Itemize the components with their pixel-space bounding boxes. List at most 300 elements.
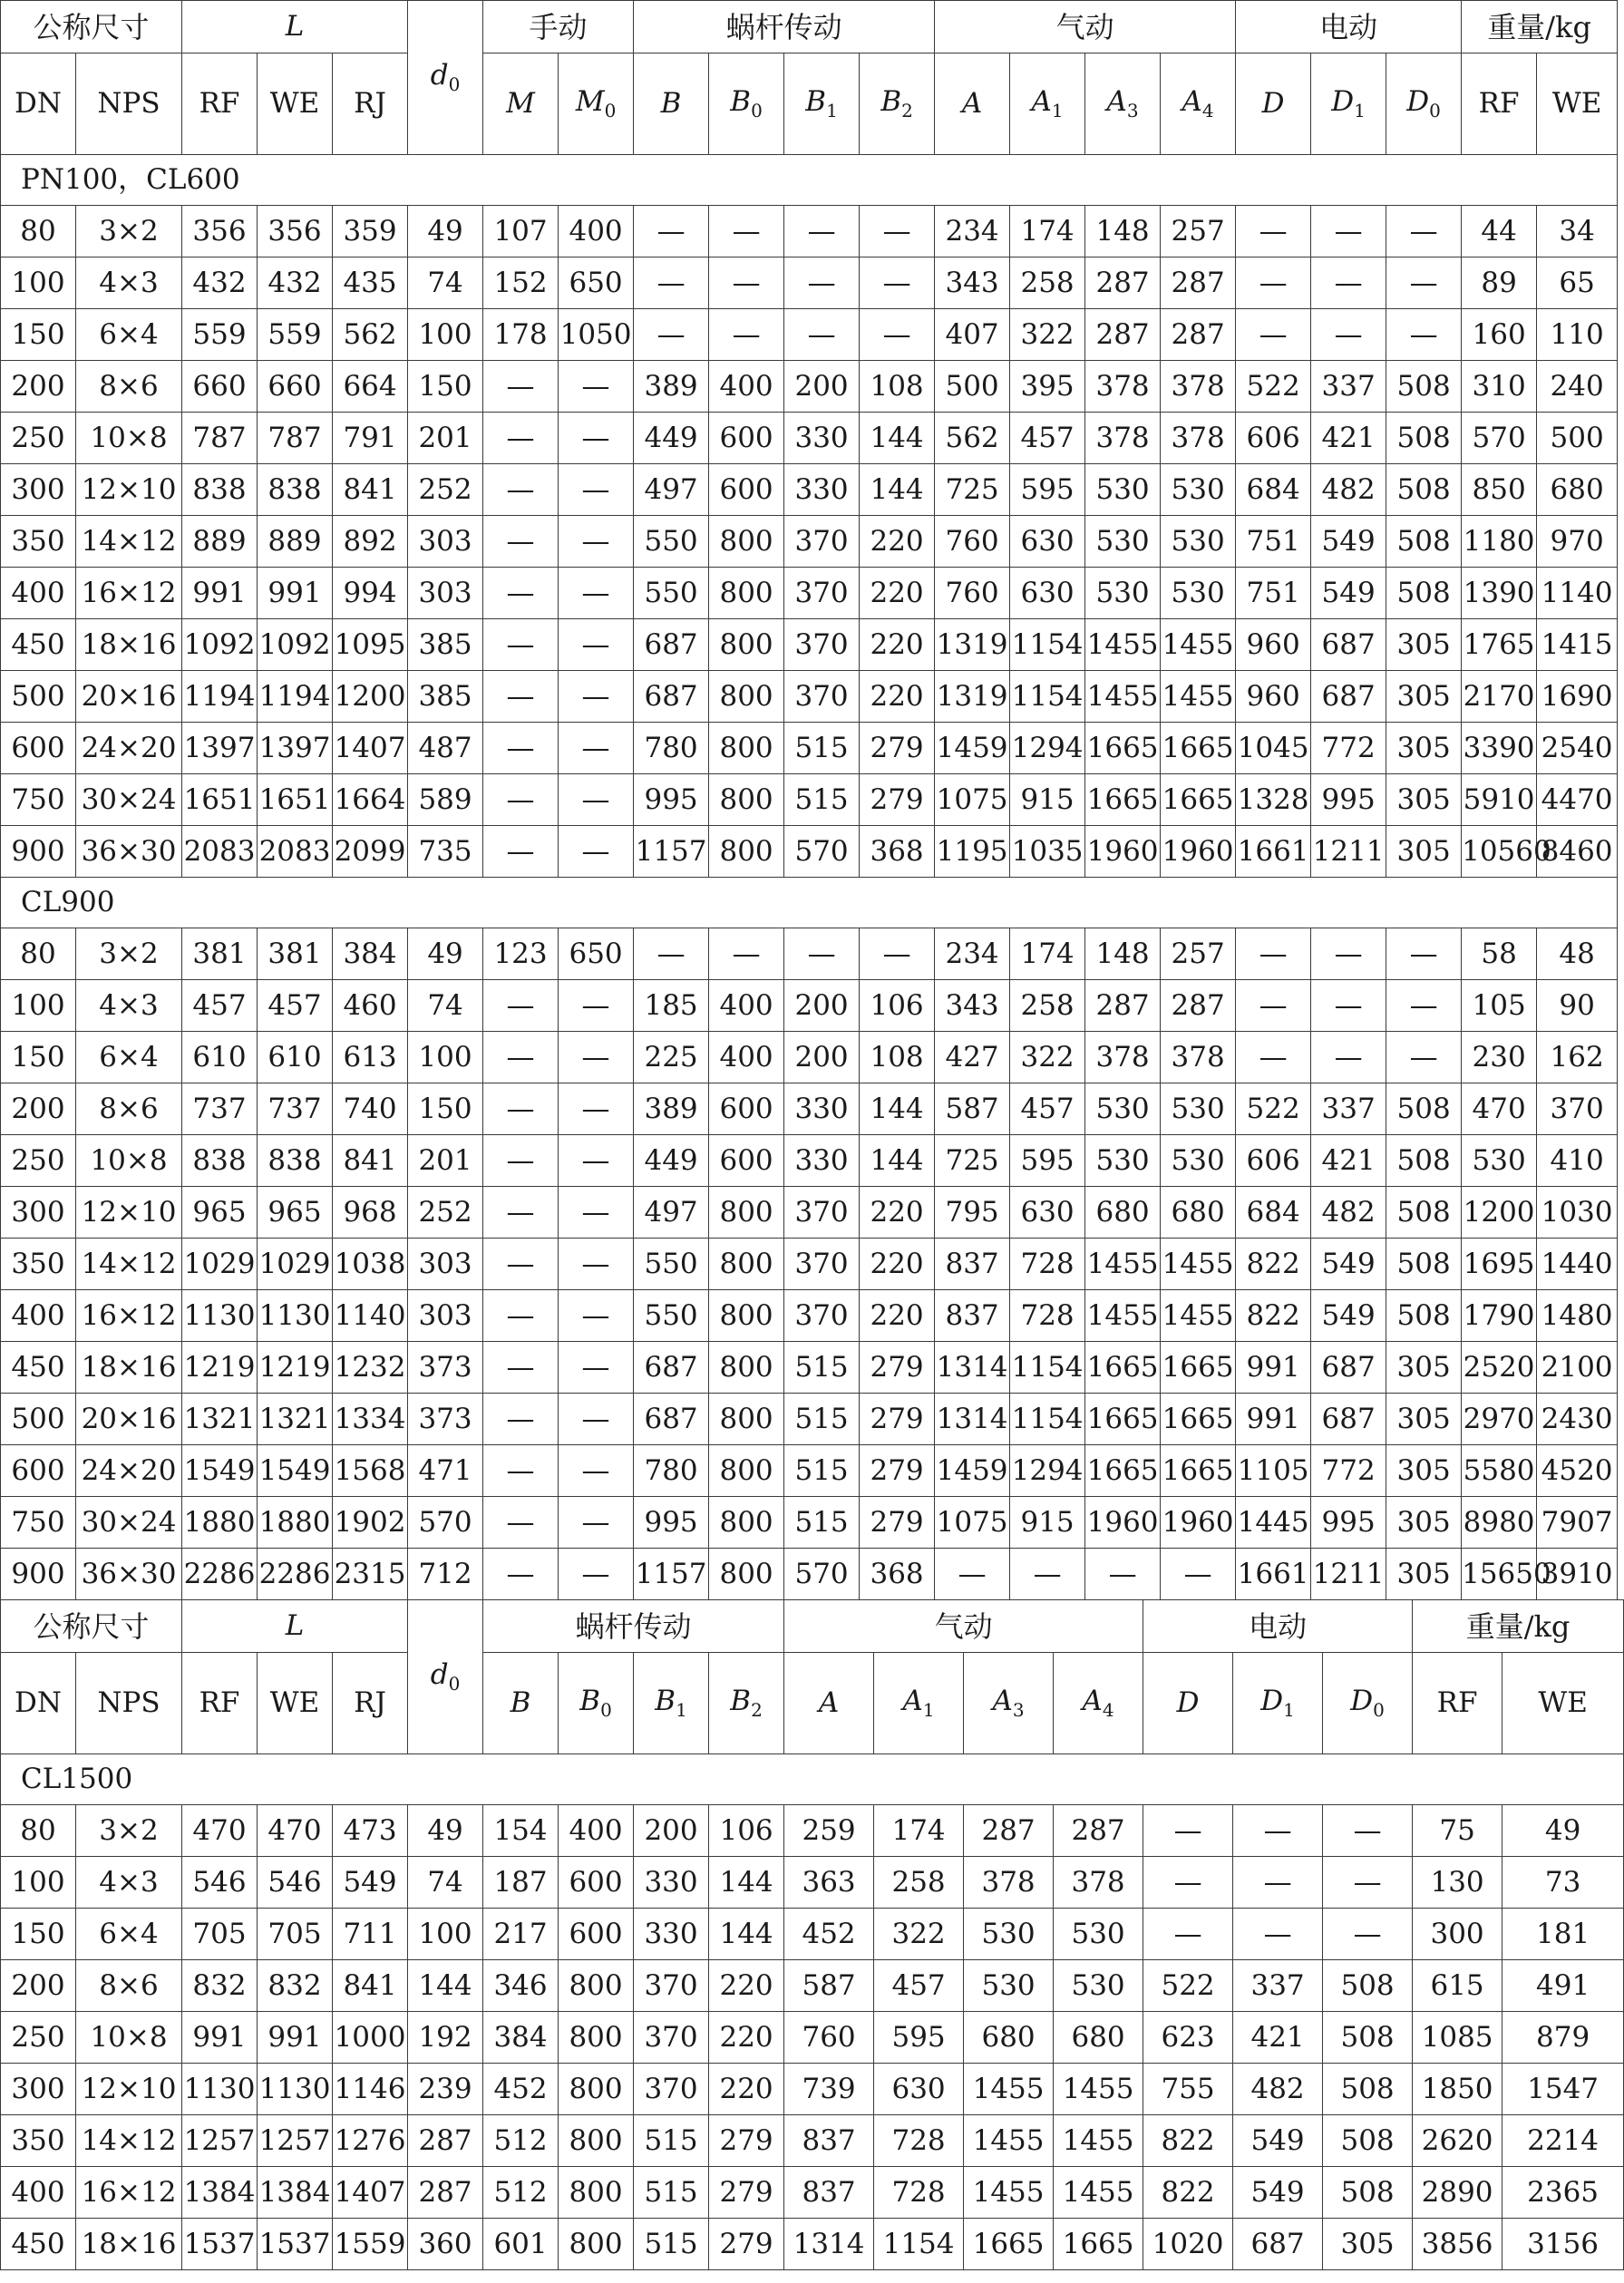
table-cell: 595 [874, 2012, 964, 2064]
table-cell: 220 [709, 2012, 784, 2064]
table-cell: 705 [258, 1909, 333, 1960]
table-cell: 800 [709, 619, 784, 671]
table-cell: — [483, 619, 559, 671]
table-cell: 1384 [258, 2167, 333, 2219]
table-cell: 287 [1161, 257, 1236, 309]
table-cell: 10×8 [76, 413, 182, 464]
table-cell: 449 [634, 413, 709, 464]
table-cell: 106 [709, 1805, 784, 1857]
table-cell: 279 [860, 1497, 935, 1549]
table-cell: 1020 [1143, 2219, 1233, 2270]
table-cell: 508 [1386, 568, 1462, 619]
column-header: $M_0$ [559, 53, 634, 155]
table-cell: 991 [1236, 1342, 1311, 1394]
table-cell: 200 [1, 1960, 76, 2012]
table-cell: 150 [1, 1909, 76, 1960]
table-cell: — [483, 1083, 559, 1135]
table-cell: 16×12 [76, 1290, 182, 1342]
table-cell: 595 [1010, 464, 1085, 516]
table-cell: 1537 [258, 2219, 333, 2270]
table-cell: 150 [408, 361, 483, 413]
table-cell: 1130 [258, 1290, 333, 1342]
table-cell: 1665 [1085, 774, 1161, 826]
table-cell: 800 [709, 1445, 784, 1497]
table-cell: 530 [1161, 1083, 1236, 1135]
table-cell: — [483, 1290, 559, 1342]
table-cell: 20×16 [76, 1394, 182, 1445]
table-cell: 356 [258, 206, 333, 257]
table-cell: 1092 [182, 619, 258, 671]
table-row [1, 2219, 1624, 2270]
table-cell: 508 [1386, 1083, 1462, 1135]
column-header: $B_0$ [709, 53, 784, 155]
table-cell: 80 [1, 206, 76, 257]
column-header: $D_0$ [1323, 1653, 1413, 1754]
table-cell: 330 [634, 1857, 709, 1909]
table-cell: 6×4 [76, 309, 182, 361]
table-cell: 1549 [182, 1445, 258, 1497]
table-cell: 5910 [1462, 774, 1537, 826]
table-cell: 1140 [333, 1290, 408, 1342]
table-cell: 800 [709, 516, 784, 568]
table-cell: 1200 [1462, 1187, 1537, 1239]
table-cell: 1157 [634, 826, 709, 878]
table-cell: 530 [964, 1960, 1054, 2012]
table-cell: 1455 [1054, 2167, 1143, 2219]
table-cell: 739 [784, 2064, 874, 2115]
column-header: $B_0$ [559, 1653, 634, 1754]
table-cell: 530 [1085, 1135, 1161, 1187]
table-cell: 728 [874, 2167, 964, 2219]
table-cell: 800 [709, 723, 784, 774]
table-cell: 370 [784, 568, 860, 619]
header-pneumatic: 气动 [935, 1, 1236, 53]
table-cell: 610 [182, 1032, 258, 1083]
table-cell: 305 [1323, 2219, 1413, 2270]
table-cell: 450 [1, 619, 76, 671]
column-header: RF [182, 1653, 258, 1754]
table-cell: 303 [408, 568, 483, 619]
table-cell: 530 [1085, 1083, 1161, 1135]
table-cell: 600 [1, 723, 76, 774]
table-cell: 1314 [784, 2219, 874, 2270]
table-cell: 728 [874, 2115, 964, 2167]
table-cell: 705 [182, 1909, 258, 1960]
table-cell: 2430 [1537, 1394, 1618, 1445]
table-cell: 832 [182, 1960, 258, 2012]
table-cell: 14×12 [76, 2115, 182, 2167]
table-cell: 800 [709, 1290, 784, 1342]
table-cell: 201 [408, 1135, 483, 1187]
column-header: $B_2$ [709, 1653, 784, 1754]
table-row [1, 1083, 1618, 1135]
table-cell: 10560 [1462, 826, 1537, 878]
table-cell: 337 [1311, 1083, 1386, 1135]
table-cell: — [559, 619, 634, 671]
table-cell: 530 [964, 1909, 1054, 1960]
table-cell: 1665 [1085, 1445, 1161, 1497]
table-cell: — [559, 1239, 634, 1290]
table-cell: 600 [1, 1445, 76, 1497]
section-row [1, 1754, 1624, 1805]
table-cell: — [1236, 980, 1311, 1032]
table-cell: 3390 [1462, 723, 1537, 774]
table-cell: — [1311, 928, 1386, 980]
table-cell: — [1386, 928, 1462, 980]
table-cell: 300 [1, 1187, 76, 1239]
table-cell: 1075 [935, 1497, 1010, 1549]
table-cell: — [559, 671, 634, 723]
table-cell: 130 [1413, 1857, 1502, 1909]
table-cell: 772 [1311, 1445, 1386, 1497]
table-cell: 470 [258, 1805, 333, 1857]
table-cell: 1000 [333, 2012, 408, 2064]
table-cell: 400 [1, 2167, 76, 2219]
table-cell: 258 [1010, 980, 1085, 1032]
table-cell: 800 [709, 568, 784, 619]
column-header: $A_1$ [874, 1653, 964, 1754]
table-cell: 550 [634, 1239, 709, 1290]
table-cell: 1664 [333, 774, 408, 826]
header-row-sub [1, 1653, 1624, 1754]
table-cell: — [559, 361, 634, 413]
table-cell: 452 [784, 1909, 874, 1960]
table-cell: 968 [333, 1187, 408, 1239]
table-cell: 144 [860, 413, 935, 464]
table-cell: 178 [483, 309, 559, 361]
column-header: $D_1$ [1311, 53, 1386, 155]
table-cell: 687 [634, 619, 709, 671]
table-cell: — [860, 928, 935, 980]
table-cell: 900 [1, 826, 76, 878]
table-cell: 305 [1386, 619, 1462, 671]
table-cell: 100 [1, 980, 76, 1032]
table-cell: 680 [1537, 464, 1618, 516]
section-row [1, 878, 1618, 928]
table-cell: 1480 [1537, 1290, 1618, 1342]
table-cell: 800 [559, 2167, 634, 2219]
table-cell: 610 [258, 1032, 333, 1083]
table-row [1, 464, 1618, 516]
table-cell: 1397 [258, 723, 333, 774]
table-cell: 915 [1010, 774, 1085, 826]
table-cell: — [634, 309, 709, 361]
table-cell: 841 [333, 464, 408, 516]
dimension-table-lower [0, 1599, 1624, 2270]
table-cell: 995 [1311, 1497, 1386, 1549]
table-cell: 1665 [964, 2219, 1054, 2270]
table-cell: 630 [1010, 516, 1085, 568]
table-cell: — [559, 1445, 634, 1497]
table-cell: 343 [935, 980, 1010, 1032]
table-cell: 1045 [1236, 723, 1311, 774]
table-cell: 559 [182, 309, 258, 361]
table-cell: 1154 [1010, 671, 1085, 723]
table-cell: — [935, 1549, 1010, 1600]
table-cell: 800 [559, 2115, 634, 2167]
table-row [1, 826, 1618, 878]
column-header: D [1143, 1653, 1233, 1754]
table-row [1, 1187, 1618, 1239]
table-cell: 1195 [935, 826, 1010, 878]
table-cell: 385 [408, 619, 483, 671]
table-cell: 3×2 [76, 1805, 182, 1857]
table-cell: 450 [1, 1342, 76, 1394]
column-header: $B_1$ [784, 53, 860, 155]
table-cell: 385 [408, 671, 483, 723]
table-cell: 287 [1161, 980, 1236, 1032]
table-cell: 239 [408, 2064, 483, 2115]
table-cell: 600 [559, 1909, 634, 1960]
table-cell: 80 [1, 1805, 76, 1857]
table-cell: 684 [1236, 464, 1311, 516]
table-cell: 1154 [1010, 1394, 1085, 1445]
table-cell: — [1143, 1909, 1233, 1960]
table-cell: 530 [1085, 516, 1161, 568]
table-cell: 795 [935, 1187, 1010, 1239]
table-cell: — [1311, 1032, 1386, 1083]
table-cell: 1200 [333, 671, 408, 723]
table-cell: 1455 [1054, 2064, 1143, 2115]
table-cell: 220 [709, 2064, 784, 2115]
table-cell: 1850 [1413, 2064, 1502, 2115]
table-cell: 370 [784, 671, 860, 723]
table-cell: 549 [1311, 1290, 1386, 1342]
table-cell: 36×30 [76, 1549, 182, 1600]
table-cell: 889 [258, 516, 333, 568]
table-cell: 712 [408, 1549, 483, 1600]
table-cell: 258 [1010, 257, 1085, 309]
table-cell: 960 [1236, 619, 1311, 671]
table-cell: — [483, 980, 559, 1032]
table-cell: 1035 [1010, 826, 1085, 878]
table-cell: 2083 [182, 826, 258, 878]
table-cell: 841 [333, 1960, 408, 2012]
table-cell: 559 [258, 309, 333, 361]
table-cell: 2970 [1462, 1394, 1537, 1445]
table-cell: 965 [182, 1187, 258, 1239]
table-cell: — [709, 257, 784, 309]
table-cell: 400 [559, 1805, 634, 1857]
table-cell: 1455 [964, 2064, 1054, 2115]
table-cell: 530 [1054, 1909, 1143, 1960]
table-cell: 18×16 [76, 619, 182, 671]
table-cell: 1455 [1085, 671, 1161, 723]
table-cell: 1154 [1010, 619, 1085, 671]
table-cell: 16×12 [76, 2167, 182, 2219]
table-cell: — [709, 309, 784, 361]
table-cell: 359 [333, 206, 408, 257]
table-cell: 680 [1085, 1187, 1161, 1239]
table-cell: 220 [860, 1290, 935, 1342]
table-cell: 630 [1010, 1187, 1085, 1239]
table-cell: 687 [1311, 619, 1386, 671]
table-cell: 100 [408, 309, 483, 361]
table-cell: 200 [1, 1083, 76, 1135]
table-cell: 230 [1462, 1032, 1537, 1083]
table-cell: 500 [1537, 413, 1618, 464]
table-cell: 234 [935, 206, 1010, 257]
table-cell: 370 [634, 2064, 709, 2115]
table-cell: 800 [709, 1497, 784, 1549]
table-cell: 687 [634, 1394, 709, 1445]
table-cell: 787 [182, 413, 258, 464]
table-cell: 800 [559, 2012, 634, 2064]
table-cell: 287 [1085, 980, 1161, 1032]
table-cell: 108 [860, 361, 935, 413]
table-cell: 192 [408, 2012, 483, 2064]
table-cell: 530 [1161, 464, 1236, 516]
table-cell: 530 [1054, 1960, 1143, 2012]
table-cell: 378 [1085, 361, 1161, 413]
table-cell: 512 [483, 2167, 559, 2219]
table-cell: 470 [1462, 1083, 1537, 1135]
table-cell: — [559, 1083, 634, 1135]
column-header: M [483, 53, 559, 155]
table-cell: 680 [1054, 2012, 1143, 2064]
table-cell: 154 [483, 1805, 559, 1857]
column-header: WE [258, 53, 333, 155]
table-cell: 1459 [935, 1445, 1010, 1497]
table-row [1, 1445, 1618, 1497]
table-cell: 5580 [1462, 1445, 1537, 1497]
table-cell: 606 [1236, 1135, 1311, 1187]
table-cell: 14×12 [76, 516, 182, 568]
table-cell: 1665 [1161, 1394, 1236, 1445]
header-d0: $d_0$ [408, 1, 483, 155]
table-cell: 150 [1, 1032, 76, 1083]
table-cell: 1314 [935, 1342, 1010, 1394]
table-cell: 373 [408, 1342, 483, 1394]
table-cell: 457 [182, 980, 258, 1032]
table-cell: — [559, 1290, 634, 1342]
table-cell: 522 [1236, 1083, 1311, 1135]
table-cell: — [784, 206, 860, 257]
table-cell: 1294 [1010, 723, 1085, 774]
header-nominal-size: 公称尺寸 [1, 1, 182, 53]
table-cell: 100 [408, 1909, 483, 1960]
table-cell: — [483, 464, 559, 516]
table-cell: 515 [634, 2115, 709, 2167]
table-cell: 1334 [333, 1394, 408, 1445]
table-cell: 1154 [1010, 1342, 1085, 1394]
table-cell: — [1323, 1857, 1413, 1909]
table-cell: 257 [1161, 928, 1236, 980]
table-cell: 1459 [935, 723, 1010, 774]
table-cell: 838 [258, 464, 333, 516]
table-cell: — [1233, 1857, 1323, 1909]
table-cell: 1960 [1161, 1497, 1236, 1549]
table-cell: 24×20 [76, 723, 182, 774]
table-cell: 407 [935, 309, 1010, 361]
table-cell: 220 [709, 1960, 784, 2012]
table-cell: 508 [1386, 464, 1462, 516]
table-cell: 305 [1386, 826, 1462, 878]
table-cell: — [559, 413, 634, 464]
table-cell: 587 [784, 1960, 874, 2012]
table-cell: 201 [408, 413, 483, 464]
table-cell: — [1323, 1909, 1413, 1960]
table-cell: 1455 [964, 2167, 1054, 2219]
table-cell: 44 [1462, 206, 1537, 257]
table-cell: 350 [1, 516, 76, 568]
table-cell: 457 [1010, 1083, 1085, 1135]
table-cell: 432 [258, 257, 333, 309]
table-cell: 378 [1085, 1032, 1161, 1083]
header-weight: 重量/kg [1413, 1600, 1624, 1653]
table-cell: 287 [1161, 309, 1236, 361]
section-title: CL900 [1, 878, 1618, 928]
table-cell: 300 [1, 2064, 76, 2115]
table-cell: 48 [1537, 928, 1618, 980]
table-cell: 16×12 [76, 568, 182, 619]
table-cell: 800 [709, 1187, 784, 1239]
table-cell: 1665 [1085, 723, 1161, 774]
table-cell: 1211 [1311, 826, 1386, 878]
table-cell: 452 [483, 2064, 559, 2115]
table-cell: 3910 [1537, 1549, 1618, 1600]
table-body-upper [1, 155, 1618, 1600]
table-cell: 515 [634, 2219, 709, 2270]
column-header: $A_1$ [1010, 53, 1085, 155]
table-cell: 305 [1386, 774, 1462, 826]
table-cell: 1384 [182, 2167, 258, 2219]
table-cell: 310 [1462, 361, 1537, 413]
table-cell: 2100 [1537, 1342, 1618, 1394]
table-cell: 991 [258, 2012, 333, 2064]
table-cell: 838 [182, 464, 258, 516]
table-cell: 337 [1311, 361, 1386, 413]
table-cell: — [559, 1032, 634, 1083]
table-cell: 800 [709, 1394, 784, 1445]
table-cell: 287 [964, 1805, 1054, 1857]
table-cell: 515 [784, 1497, 860, 1549]
table-cell: 250 [1, 2012, 76, 2064]
table-cell: 89 [1462, 257, 1537, 309]
table-cell: — [559, 826, 634, 878]
table-cell: 12×10 [76, 1187, 182, 1239]
table-cell: 370 [784, 619, 860, 671]
table-cell: 181 [1502, 1909, 1624, 1960]
table-cell: 832 [258, 1960, 333, 2012]
table-cell: 356 [182, 206, 258, 257]
header-d0: $d_0$ [408, 1600, 483, 1754]
table-cell: 3856 [1413, 2219, 1502, 2270]
table-cell: 421 [1311, 413, 1386, 464]
table-cell: 550 [634, 1290, 709, 1342]
table-cell: 837 [784, 2167, 874, 2219]
table-cell: 148 [1085, 206, 1161, 257]
table-row [1, 2012, 1624, 2064]
table-cell: 4×3 [76, 1857, 182, 1909]
table-cell: — [559, 1549, 634, 1600]
table-cell: 305 [1386, 1549, 1462, 1600]
table-cell: 389 [634, 361, 709, 413]
table-cell: 370 [784, 1187, 860, 1239]
table-cell: 606 [1236, 413, 1311, 464]
table-cell: 2170 [1462, 671, 1537, 723]
table-cell: 100 [1, 1857, 76, 1909]
table-cell: 664 [333, 361, 408, 413]
table-cell: 12×10 [76, 2064, 182, 2115]
table-cell: 600 [709, 464, 784, 516]
table-cell: 1455 [1085, 1290, 1161, 1342]
table-cell: 512 [483, 2115, 559, 2167]
table-cell: 600 [559, 1857, 634, 1909]
table-cell: 8×6 [76, 361, 182, 413]
table-cell: 515 [784, 723, 860, 774]
table-cell: — [483, 774, 559, 826]
